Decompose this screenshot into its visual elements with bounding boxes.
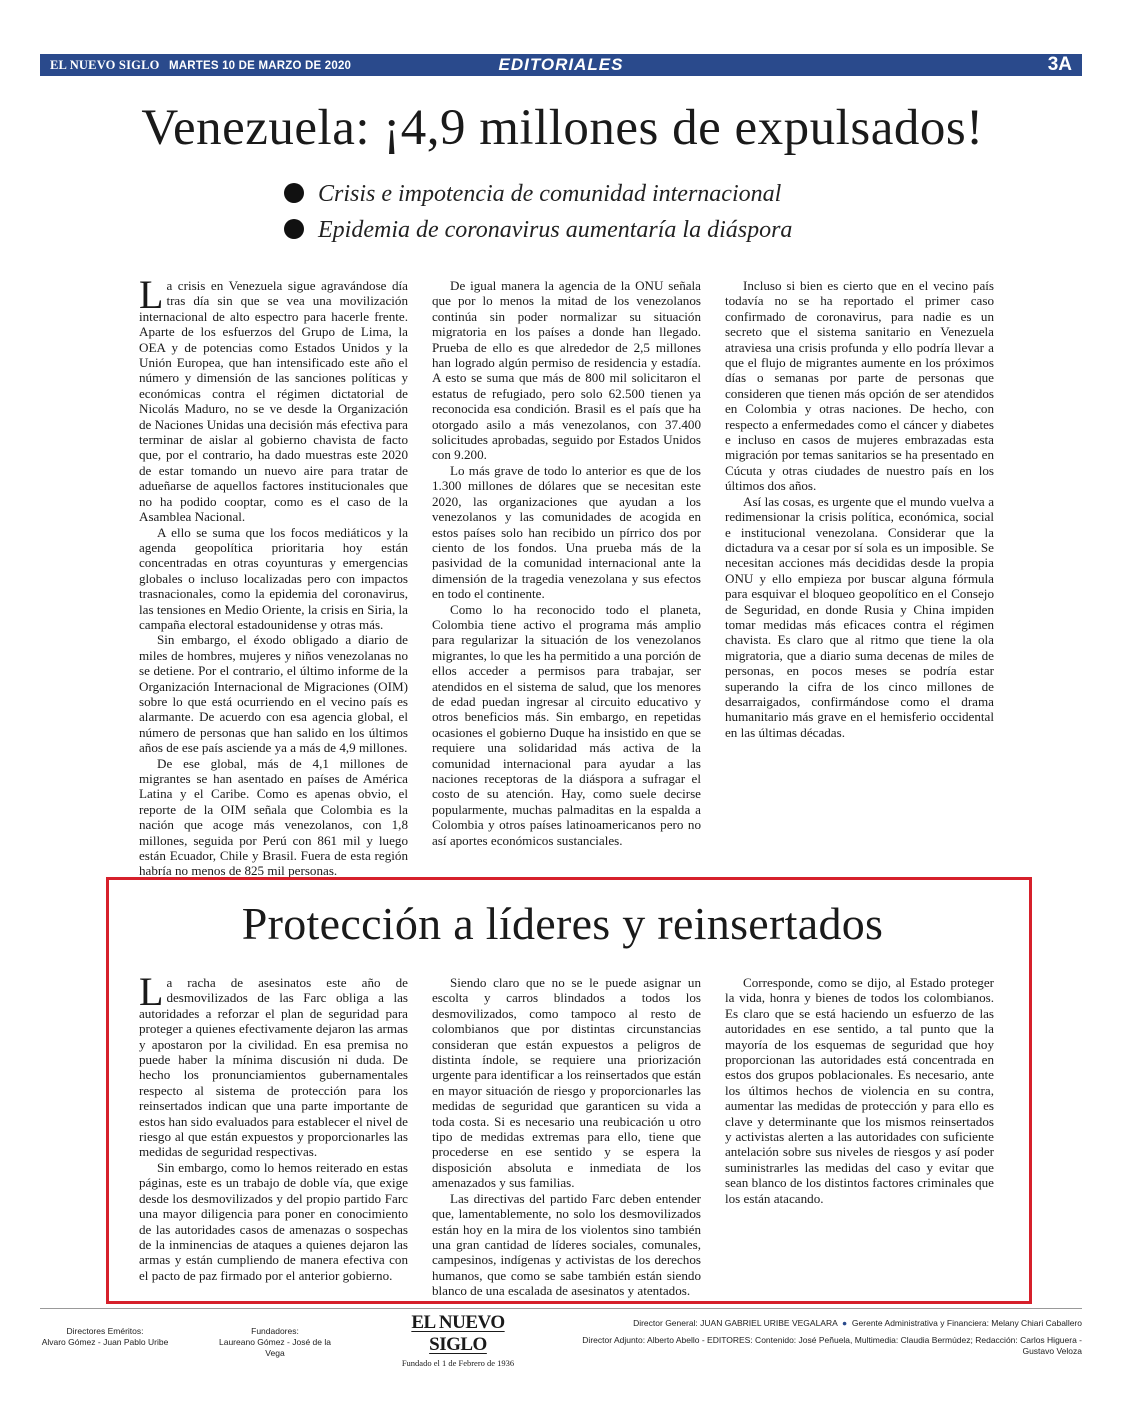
bullet-text: Epidemia de coronavirus aumentaría la diáspora xyxy=(318,217,793,243)
footer-logo xyxy=(396,1312,520,1368)
paragraph: Siendo claro que no se le puede asignar un escolta y carros blindados a todos los desmovilizados, como tampoco al resto de colombianos que por distintas circunstancias consideran que están expuestos a peligros de distinta índole, se requiere una priorización urgente para identificar a los reinsertados que están en mayor situación de riesgo y proporcionarles las medidas de seguridad que garanticen su vida a toda costa. Si es necesario una reubicación u otro tipo de medidas extremas para ello, tiene que procederse en ese sentido y se espera la disposición absoluta e inmediata de los amenazados y sus familias. xyxy=(432,975,701,1191)
article2-column-3 xyxy=(725,975,994,1293)
drop-cap: L xyxy=(139,272,164,317)
footer-rule xyxy=(40,1308,1082,1309)
header-band xyxy=(40,54,1082,76)
page-number: 3A xyxy=(1047,54,1072,75)
bullet-item xyxy=(284,176,792,212)
article2-column-1 xyxy=(139,969,408,1293)
article1-column-1 xyxy=(139,272,408,879)
paragraph: Incluso si bien es cierto que en el vecino país todavía no se ha reportado el primer caso confirmado de coronavirus, para nadie es un secreto que el sistema sanitario en Venezuela atraviesa una crisis profunda y ello podría llevar a que el flujo de migrantes aumente en los próximos días o semanas por parte de personas que consideren que tienen más opción de ser atendidos en Colombia y otras naciones. De hecho, con respecto a enfermedades como el cáncer y diabetes e incluso en casos de mujeres embrazadas esta migración por temas sanitarios se ha presentado en Cúcuta y otras ciudades de nuestro país en los últimos dos años. xyxy=(725,278,994,494)
footer-emeritos xyxy=(40,1326,170,1348)
paragraph: Las directivas del partido Farc deben entender que, lamentablemente, no solo los desmovilizados están hoy en la mira de los violentos sino también una gran cantidad de líderes sociales, comunales, campesinos, indígenas y activistas de los derechos humanos, que como se sabe también están siendo blanco de una escalada de asesinatos y atentados. xyxy=(432,1190,701,1299)
paragraph: Corresponde, como se dijo, al Estado proteger la vida, honra y bienes de todos los colombianos. Es claro que se está haciendo un esfuerzo de las autoridades en ese sentido, a tal punto que la mayoría de los esquemas de seguridad que hoy proporcionan las autoridades está concentrada en estos dos grupos poblacionales. Es necesario, ante los últimos hechos de violencia en su contra, aumentar las medidas de protección y para ello es clave y determinante que los mismos reinsertados y activistas alerten a las autoridades con suficiente antelación sobre sus niveles de riesgos y así poder suministrarles las medidas del caso y evitar que sean blanco de los distintos factores criminales que los están atacando. xyxy=(725,975,994,1206)
paragraph: Lo más grave de todo lo anterior es que de los 1.300 millones de dólares que se necesitan este 2020, las organizaciones que ayudan a los venezolanos y las comunidades de acogida en estos países solo han recibido un pírrico dos por ciento de los fondos. Una prueba más de la pasividad de la comunidad internacional ante la dimensión de la tragedia venezolana y sus efectos en todo el continente. xyxy=(432,462,701,602)
bullet-text: Crisis e impotencia de comunidad internacional xyxy=(318,181,782,207)
article1-column-2 xyxy=(432,278,701,870)
paragraph: De igual manera la agencia de la ONU señala que por lo menos la mitad de los venezolanos continúa sin poder normalizar su situación migratoria en los países a donde han llegado. Prueba de ello es que alrededor de 2,5 millones han logrado algún permiso de residencia y estadía. A esto se suma que más de 800 mil solicitaron el estatus de refugiado, pero solo 62.500 tienen ya reconocida esa condición. Brasil es el país que ha otorgado asilo a más venezolanos, con 37.400 solicitudes aprobadas, seguido por Estados Unidos con 9.200. xyxy=(432,278,701,463)
paragraph: De ese global, más de 4,1 millones de migrantes se han asentado en países de América Latina y el Caribe. Como es apenas obvio, el reporte de la OIM señala que Colombia es la nación que acoge más venezolanos, con 1,8 millones, seguida por Perú con 861 mil y luego están Ecuador, Chile y Brasil. Fuera de esta región habría no menos de 825 mil personas. xyxy=(139,755,408,879)
article1-column-3 xyxy=(725,278,994,870)
footer-fundadores xyxy=(210,1326,340,1359)
staff-line-1 xyxy=(560,1318,1082,1329)
separator-dot-icon: ● xyxy=(839,1318,850,1328)
footer-staff xyxy=(560,1318,1082,1357)
logo-name: EL NUEVO SIGLO xyxy=(411,1312,505,1355)
paragraph: La crisis en Venezuela sigue agravándose día tras día sin que se vea una movilización internacional de alto espectro para hacerle frente. Aparte de los esfuerzos del Grupo de Lima, la OEA y de potencias como Estados Unidos y la Unión Europea, que han intensificado este año el número y dimensión de las sanciones políticas y económicas contra el régimen dictatorial de Nicolás Maduro, no se ve desde la Organización de Naciones Unidas una decisión más efectiva para terminar de aislar al gobierno chavista de facto que, por el contrario, ha dado muestras este 2020 de estar tomando un nuevo aire para tratar de adueñarse de aquellos factores institucionales que no ha podido cooptar, como es el caso de la Asamblea Nacional. xyxy=(139,272,408,525)
bullet-dot-icon xyxy=(284,183,304,203)
emeritos-names: Alvaro Gómez - Juan Pablo Uribe xyxy=(41,1337,169,1347)
logo-founded: Fundado el 1 de Febrero de 1936 xyxy=(401,1358,515,1368)
section-name: EDITORIALES xyxy=(498,55,624,74)
article1-bullets xyxy=(284,176,792,248)
gerente: Gerente Administrativa y Financiera: Melany Chiari Caballero xyxy=(851,1318,1082,1328)
article2-title: Protección a líderes y reinsertados xyxy=(241,898,884,949)
paragraph: A ello se suma que los focos mediáticos y la agenda geopolítica prioritaria hoy están concentradas en otras coyunturas y emergencias globales o incluso localizadas pero con impactos trasnacionales, como la epidemia del coronavirus, las tensiones en Medio Oriente, la crisis en Siria, la campaña electoral estadounidense y otras más. xyxy=(139,524,408,632)
article1-body xyxy=(139,272,994,879)
drop-cap: L xyxy=(139,969,164,1014)
emeritos-label: Directores Eméritos: xyxy=(66,1326,144,1336)
bullet-item xyxy=(284,212,792,248)
article2-body xyxy=(139,969,994,1299)
paragraph: La racha de asesinatos este año de desmovilizados de las Farc obliga a las autoridades a reforzar el plan de seguridad para proteger a quienes efectivamente dejaron las armas y apostaron por la civilidad. En esa premisa no puede haber la mínima discusión ni duda. De hecho los pronunciamientos gubernamentales respecto al sistema de protección para los reinsertados indican que una parte importante de estos han sido evaluados para establecer el nivel de riesgo al que están expuestos y proporcionarles las medidas de seguridad respectivas. xyxy=(139,969,408,1160)
paragraph: Sin embargo, como lo hemos reiterado en estas páginas, este es un trabajo de doble vía, que exige desde los desmovilizados y del propio partido Farc una mayor diligencia para poner en conocimiento de las autoridades casos de amenazas o sospechas de la inminencias de ataques a quienes dejaron las armas y están cumpliendo de manera efectiva con el pacto de paz firmado por el anterior gobierno. xyxy=(139,1159,408,1283)
header-brand: EL NUEVO SIGLO xyxy=(50,58,160,72)
director-general: Director General: JUAN GABRIEL URIBE VEGALARA xyxy=(633,1318,838,1328)
paragraph: Sin embargo, el éxodo obligado a diario de miles de hombres, mujeres y niños venezolanas no se detiene. Por el contrario, el último informe de la Organización Internacional de Migraciones (OIM) sobre lo que está ocurriendo en el vecino país es alarmante. De acuerdo con esa agencia global, el número de personas que han salido en los últimos años de ese país asciende ya a más de 4,9 millones. xyxy=(139,632,408,756)
article1-title: Venezuela: ¡4,9 millones de expulsados! xyxy=(141,100,984,156)
paragraph: Así las cosas, es urgente que el mundo vuelva a redimensionar la crisis política, económica, social e institucional venezolana. Considerar que la dictadura va a cesar por sí sola es un imposible. Se necesitan acciones más decididas desde la propia ONU y ello empieza por buscar alguna fórmula para esquivar el bloqueo geopolítico en el Consejo de Seguridad, en donde Rusia y China impiden tomar medidas más eficaces contra el régimen chavista. Es claro que al ritmo que tiene la ola migratoria, que a diario suma decenas de miles de personas, en pocos meses se podría estar superando la cifra de los cinco millones de desarraigados, confirmándose como el drama humanitario más grave en el hemisferio occidental en las últimas décadas. xyxy=(725,493,994,740)
article2-column-2 xyxy=(432,975,701,1299)
header-date: MARTES 10 DE MARZO DE 2020 xyxy=(168,60,352,72)
staff-line-2: Director Adjunto: Alberto Abello - EDITORES: Contenido: José Peñuela, Multimedia: Claudia Bermúdez; Redacción: Carlos Higuera - Gustavo Veloza xyxy=(582,1335,1082,1356)
paragraph: Como lo ha reconocido todo el planeta, Colombia tiene activo el programa más amplio para regularizar la situación de los venezolanos migrantes, lo que les ha permitido a una porción de ellos acceder a permisos para trabajar, ser atendidos en el sistema de salud, que los menores de edad puedan ingresar al circuito educativo y otros beneficios más. Sin embargo, en repetidas ocasiones el gobierno Duque ha insistido en que se requiere una solidaridad más activa de la comunidad internacional para ayudar a las naciones receptoras de la diáspora a sufragar el costo de su atención. Hay, como suele decirse popularmente, muchas palmaditas en la espalda a Colombia y otros países latinoamericanos pero no así aportes económicos sustanciales. xyxy=(432,601,701,848)
fundadores-label: Fundadores: xyxy=(251,1326,299,1336)
bullet-dot-icon xyxy=(284,219,304,239)
fundadores-names: Laureano Gómez - José de la Vega xyxy=(219,1337,331,1358)
